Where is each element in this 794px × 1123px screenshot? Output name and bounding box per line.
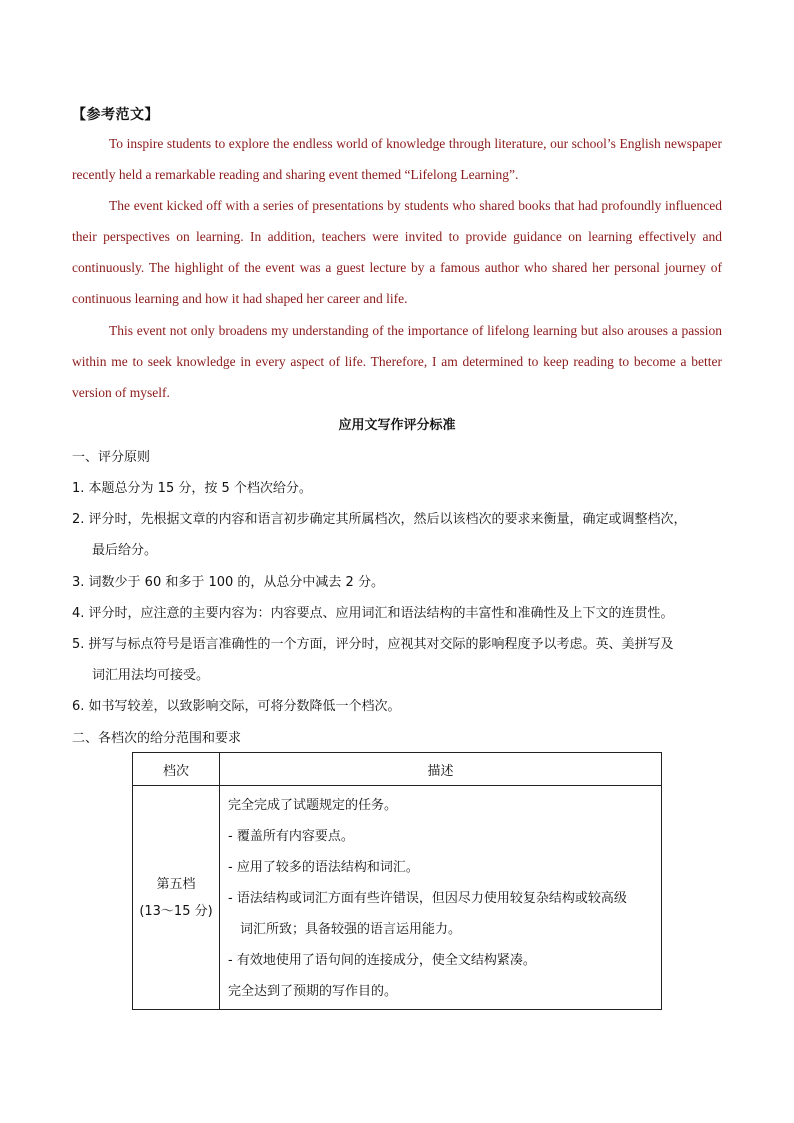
essay-paragraph-2-text: The event kicked off with a series of presentations by students who shared books that had profoundly influenced their perspectives on learning. In addition, teachers were invited to provide guidance on learning effectively and continuously. The highlight of the event was a guest lecture by a famous author who shared her personal journey of continuous learning and how it had shaped her career and life. xyxy=(72,198,722,306)
table-row xyxy=(133,786,662,1010)
header-level: 档次 xyxy=(133,753,220,786)
essay-paragraph-1-text: To inspire students to explore the endless world of knowledge through literature, our school’s English newspaper recently held a remarkable reading and sharing event themed “Lifelong Learning”. xyxy=(72,136,722,182)
reference-essay-heading: 【参考范文】 xyxy=(72,107,159,123)
essay-paragraph-3 xyxy=(72,315,722,408)
header-description: 描述 xyxy=(220,753,662,786)
rule-item-5-continued: 词汇用法均可接受。 xyxy=(92,668,210,683)
rule-item-2: 2. 评分时，先根据文章的内容和语言初步确定其所属档次，然后以该档次的要求来衡量，确定或调整档次， xyxy=(72,512,687,527)
description-line: 完全完成了试题规定的任务。 xyxy=(228,798,398,813)
rule-item-4: 4. 评分时，应注意的主要内容为：内容要点、应用词汇和语法结构的丰富性和准确性及上下文的连贯性。 xyxy=(72,606,674,621)
description-line: - 覆盖所有内容要点。 xyxy=(228,829,354,844)
rule-item-2-continued: 最后给分。 xyxy=(92,543,158,558)
section-2-heading: 二、各档次的给分范围和要求 xyxy=(72,731,242,746)
essay-paragraph-1 xyxy=(72,128,722,190)
rule-item-3: 3. 词数少于 60 和多于 100 的，从总分中减去 2 分。 xyxy=(72,575,384,590)
description-line: - 应用了较多的语法结构和词汇。 xyxy=(228,860,419,875)
essay-paragraph-3-text: This event not only broadens my understanding of the importance of lifelong learning but also arouses a passion within me to seek knowledge in every aspect of life. Therefore, I am determined to keep reading to become a better version of myself. xyxy=(72,323,722,400)
grading-table-header-row xyxy=(133,753,662,786)
rule-item-6: 6. 如书写较差，以致影响交际，可将分数降低一个档次。 xyxy=(72,699,401,714)
criteria-title: 应用文写作评分标准 xyxy=(338,418,456,433)
level-range: (13～15 分) xyxy=(139,903,213,919)
level-name: 第五档 xyxy=(156,876,196,892)
rule-item-5: 5. 拼写与标点符号是语言准确性的一个方面，评分时，应视其对交际的影响程度予以考虑。英、美拼写及 xyxy=(72,637,674,652)
description-cell xyxy=(220,786,662,1010)
essay-paragraph-2 xyxy=(72,190,722,314)
section-1-heading: 一、评分原则 xyxy=(72,450,151,465)
description-line: 词汇所致；具备较强的语言运用能力。 xyxy=(240,922,462,937)
rule-item-1: 1. 本题总分为 15 分，按 5 个档次给分。 xyxy=(72,481,312,496)
grading-table xyxy=(132,752,662,1010)
description-line: 完全达到了预期的写作目的。 xyxy=(228,984,398,999)
level-cell xyxy=(133,786,220,1010)
description-line: - 有效地使用了语句间的连接成分，使全文结构紧凑。 xyxy=(228,953,536,968)
description-line: - 语法结构或词汇方面有些许错误，但因尽力使用较复杂结构或较高级 xyxy=(228,891,627,906)
